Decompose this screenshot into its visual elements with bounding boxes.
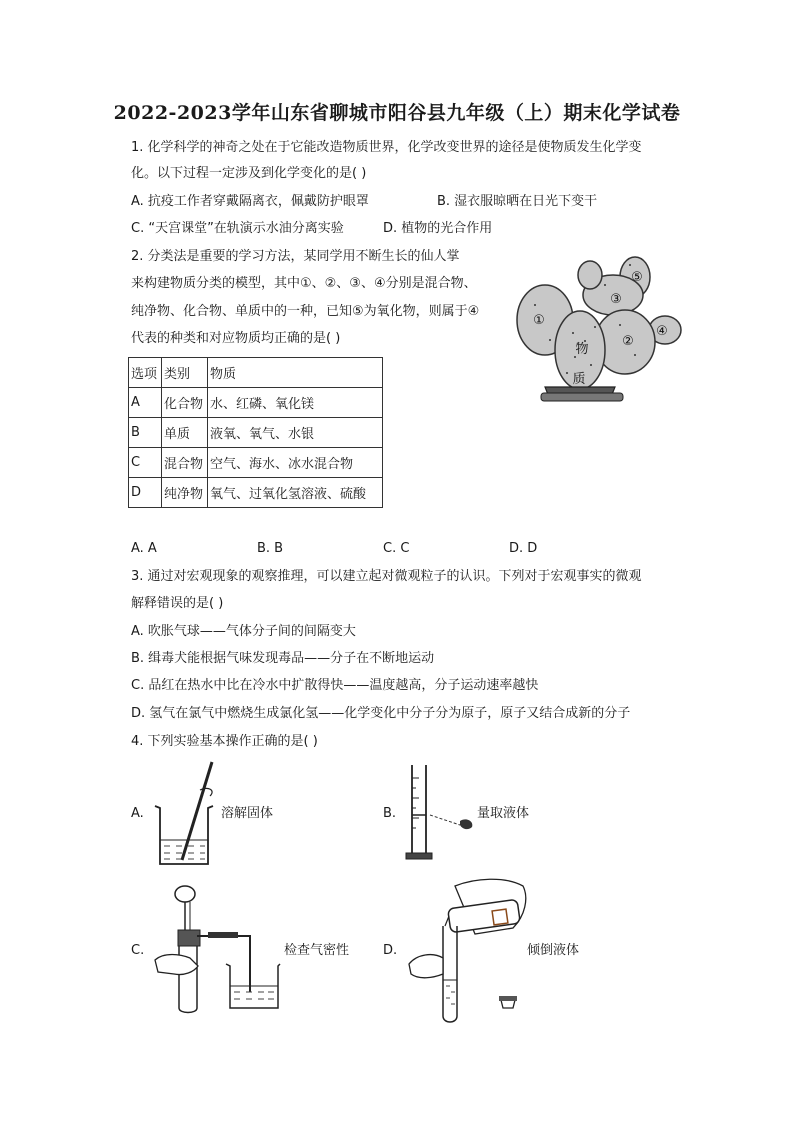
table-cell: 混合物 bbox=[162, 448, 208, 478]
table-header-cell: 物质 bbox=[208, 358, 383, 388]
table-cell: 水、红磷、氧化镁 bbox=[208, 388, 383, 418]
label-1: ① bbox=[533, 313, 545, 328]
label-matter-1: 物 bbox=[575, 342, 589, 357]
q4-option-c-caption: 检查气密性 bbox=[284, 943, 350, 958]
table-cell: 液氧、氧气、水银 bbox=[208, 418, 383, 448]
q3-stem-line1: 3. 通过对宏观现象的观察推理，可以建立起对微观粒子的认识。下列对于宏观事实的微观 bbox=[131, 569, 642, 584]
q1-option-c: C. “天宫课堂”在轨演示水油分离实验 bbox=[131, 221, 344, 236]
q2-option-a: A. A bbox=[131, 541, 157, 556]
table-header-cell: 选项 bbox=[129, 358, 162, 388]
beaker-stirring-icon bbox=[150, 760, 220, 870]
airtightness-apparatus-icon bbox=[150, 880, 280, 1015]
table-cell: 单质 bbox=[162, 418, 208, 448]
label-3: ③ bbox=[610, 292, 622, 307]
label-4: ④ bbox=[656, 324, 668, 339]
pad-top-left bbox=[578, 261, 602, 289]
table-cell: A bbox=[129, 388, 162, 418]
q4-option-c-letter: C. bbox=[131, 943, 145, 958]
q3-stem-line2: 解释错误的是( ) bbox=[131, 596, 224, 611]
table-cell: 氧气、过氧化氢溶液、硫酸 bbox=[208, 478, 383, 508]
q2-stem-line3: 纯净物、化合物、单质中的一种，已知⑤为氧化物，则属于④ bbox=[131, 304, 480, 319]
q2-stem-line1: 2. 分类法是重要的学习方法，某同学用不断生长的仙人掌 bbox=[131, 249, 460, 264]
q3-option-c: C. 品红在热水中比在冷水中扩散得快——温度越高，分子运动速率越快 bbox=[131, 678, 539, 693]
q1-option-b: B. 湿衣服晾晒在日光下变干 bbox=[437, 194, 598, 209]
q4-option-a-caption: 溶解固体 bbox=[221, 806, 274, 821]
table-header-cell: 类别 bbox=[162, 358, 208, 388]
q2-stem-line2: 来构建物质分类的模型，其中①、②、③、④分别是混合物、 bbox=[131, 276, 477, 291]
graduated-cylinder-icon bbox=[402, 763, 487, 863]
table-row bbox=[129, 418, 383, 448]
q4-option-a-letter: A. bbox=[131, 806, 144, 821]
q4-option-d-letter: D. bbox=[383, 943, 398, 958]
label-5: ⑤ bbox=[631, 270, 643, 285]
q2-option-d: D. D bbox=[509, 541, 538, 556]
q3-option-b: B. 缉毒犬能根据气味发现毒品——分子在不断地运动 bbox=[131, 651, 435, 666]
q2-option-b: B. B bbox=[257, 541, 284, 556]
q2-stem-line4: 代表的种类和对应物质均正确的是( ) bbox=[131, 331, 341, 346]
q1-stem-line1: 1. 化学科学的神奇之处在于它能改造物质世界，化学改变世界的途径是使物质发生化学变 bbox=[131, 140, 642, 155]
table-cell: B bbox=[129, 418, 162, 448]
table-cell: D bbox=[129, 478, 162, 508]
table-header-row bbox=[129, 358, 383, 388]
q1-stem-line2: 化。以下过程一定涉及到化学变化的是( ) bbox=[131, 166, 367, 181]
pot-base bbox=[541, 393, 623, 401]
table-row bbox=[129, 448, 383, 478]
q4-option-b-letter: B. bbox=[383, 806, 397, 821]
q3-option-d: D. 氢气在氯气中燃烧生成氯化氢——化学变化中分子分为原子，原子又结合成新的分子 bbox=[131, 706, 631, 721]
table-cell: 化合物 bbox=[162, 388, 208, 418]
q4-option-b-caption: 量取液体 bbox=[477, 806, 530, 821]
table-cell: 空气、海水、冰水混合物 bbox=[208, 448, 383, 478]
q4-option-d-caption: 倾倒液体 bbox=[527, 943, 580, 958]
pouring-liquid-icon bbox=[405, 876, 530, 1026]
q2-option-c: C. C bbox=[383, 541, 410, 556]
q3-option-a: A. 吹胀气球——气体分子间的间隔变大 bbox=[131, 624, 356, 639]
table-cell: C bbox=[129, 448, 162, 478]
page-title: 2022-2023学年山东省聊城市阳谷县九年级（上）期末化学试卷 bbox=[113, 102, 681, 124]
label-2: ② bbox=[622, 334, 634, 349]
table-row bbox=[129, 478, 383, 508]
classification-table bbox=[128, 357, 383, 508]
q1-option-d: D. 植物的光合作用 bbox=[383, 221, 493, 236]
cactus-classification-diagram bbox=[515, 255, 695, 407]
q4-stem: 4. 下列实验基本操作正确的是( ) bbox=[131, 734, 318, 749]
table-row bbox=[129, 388, 383, 418]
q1-option-a: A. 抗疫工作者穿戴隔离衣，佩戴防护眼罩 bbox=[131, 194, 369, 209]
table-cell: 纯净物 bbox=[162, 478, 208, 508]
label-matter-2: 质 bbox=[572, 372, 586, 387]
